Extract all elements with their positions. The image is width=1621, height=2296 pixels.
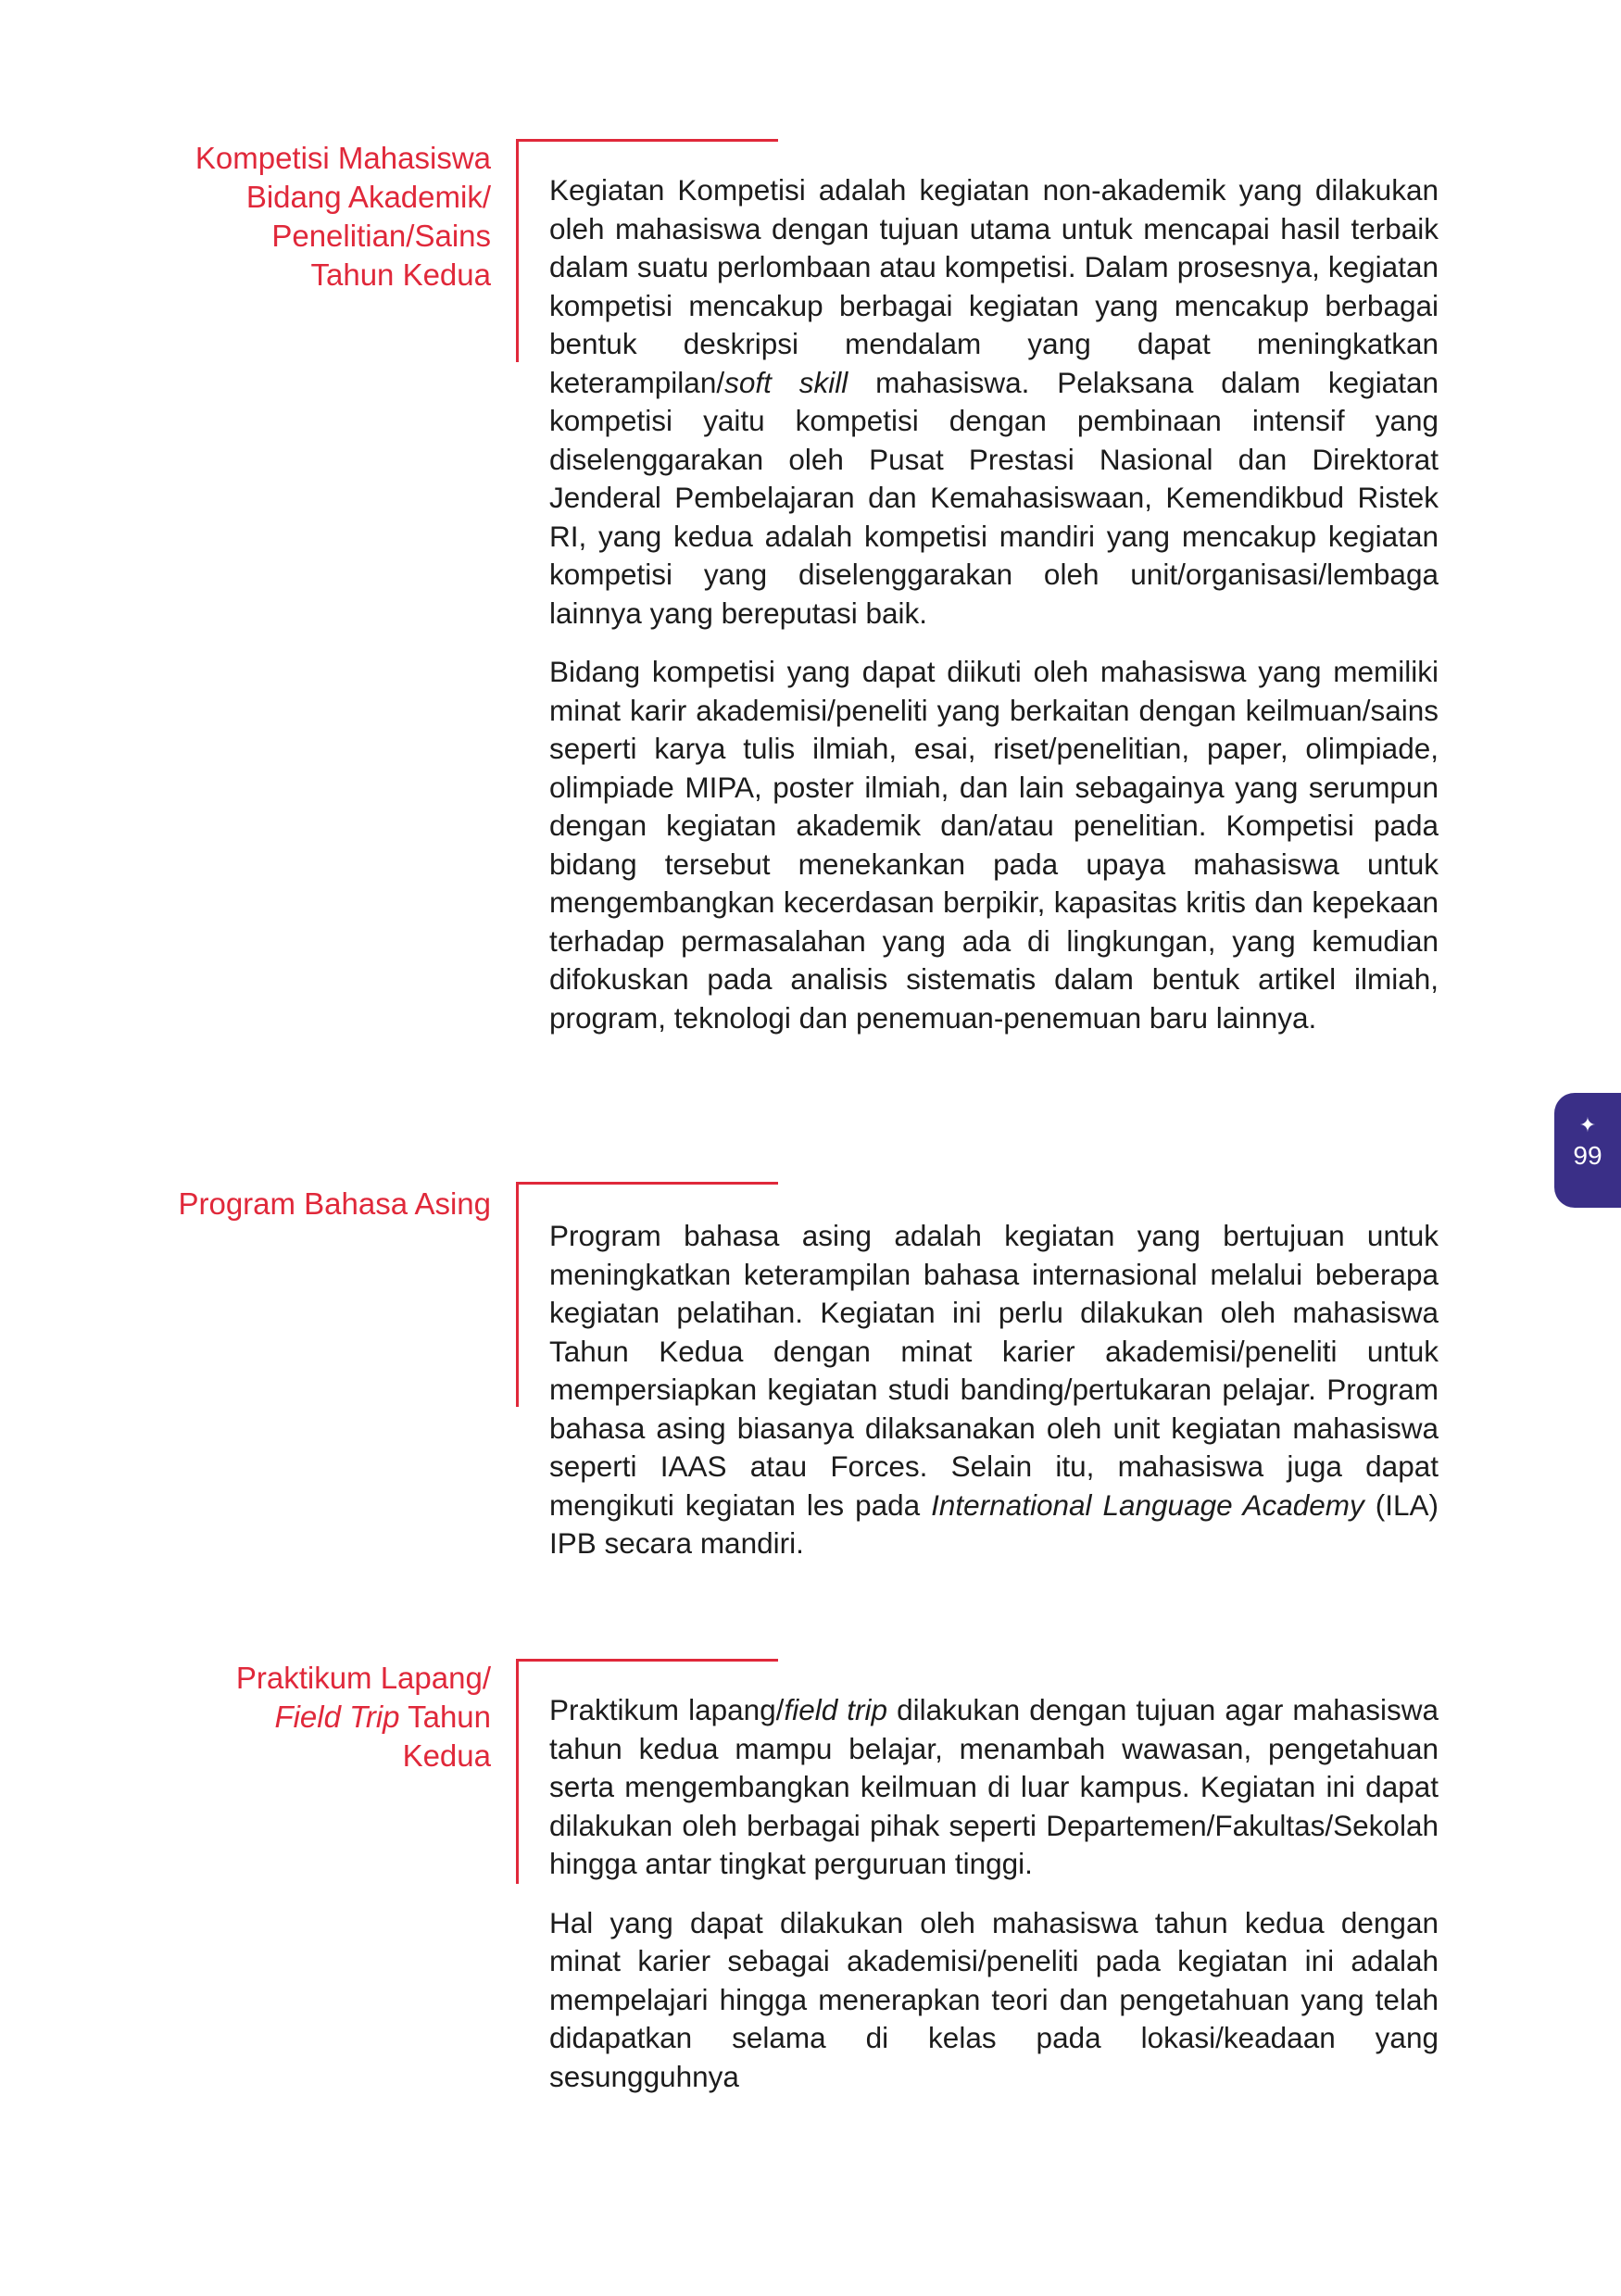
section-body	[549, 1217, 1439, 1584]
page-number: 99	[1573, 1141, 1602, 1170]
heading-line: Penelitian/Sains	[271, 219, 491, 253]
heading-line: Bidang Akademik/	[245, 180, 491, 214]
sparkle-icon: ✦	[1578, 1113, 1597, 1136]
heading-line: Kedua	[402, 1738, 491, 1773]
page-number-tab	[1554, 1093, 1621, 1208]
heading-line: Tahun Kedua	[310, 257, 491, 292]
paragraph: Bidang kompetisi yang dapat diikuti oleh mahasiswa yang memiliki minat karir akademisi/peneliti yang berkaitan dengan keilmuan/sains seperti karya tulis ilmiah, esai, riset/penelitian, paper, olimpiade, olimpiade MIPA, poster ilmiah, dan lain sebagainya yang serumpun dengan kegiatan akademik dan/atau penelitian. Kompetisi pada bidang tersebut menekankan pada upaya mahasiswa untuk mengembangkan kecerdasan berpikir, kapasitas kritis dan kepekaan terhadap permasalahan yang ada di lingkungan, yang kemudian difokuskan pada analisis sistematis dalam bentuk artikel ilmiah, program, teknologi dan penemuan-penemuan baru lainnya.	[549, 655, 1439, 1035]
section-body	[549, 1691, 1439, 2116]
section-body	[549, 171, 1439, 1058]
heading-line: Field Trip Tahun	[274, 1700, 491, 1734]
heading-line: Program Bahasa Asing	[178, 1186, 491, 1221]
paragraph: Hal yang dapat dilakukan oleh mahasiswa tahun kedua dengan minat karier sebagai akademisi/peneliti pada kegiatan ini adalah mempelajari hingga menerapkan teori dan pengetahuan yang telah didapatkan selama di kelas pada lokasi/keadaan yang sesungguhnya	[549, 1905, 1439, 2093]
section-heading	[139, 139, 491, 295]
section-heading	[139, 1659, 491, 1775]
heading-line: Praktikum Lapang/	[235, 1661, 491, 1695]
paragraph: Praktikum lapang/field trip dilakukan dengan tujuan agar mahasiswa tahun kedua mampu belajar, menambah wawasan, pengetahuan serta mengembangkan keilmuan di luar kampus. Kegiatan ini dapat dilakukan oleh berbagai pihak seperti Departemen/Fakultas/Sekolah hingga antar tingkat perguruan tinggi.	[549, 1693, 1439, 1880]
paragraph: Program bahasa asing adalah kegiatan yang bertujuan untuk meningkatkan keterampilan bahasa internasional melalui beberapa kegiatan pelatihan. Kegiatan ini perlu dilakukan oleh mahasiswa Tahun Kedua dengan minat karier akademisi/peneliti untuk mempersiapkan kegiatan studi banding/pertukaran pelajar. Program bahasa asing biasanya dilaksanakan oleh unit kegiatan mahasiswa seperti IAAS atau Forces. Selain itu, mahasiswa juga dapat mengikuti kegiatan les pada International Language Academy (ILA) IPB secara mandiri.	[549, 1219, 1439, 1560]
section-heading	[139, 1185, 491, 1223]
paragraph: Kegiatan Kompetisi adalah kegiatan non-akademik yang dilakukan oleh mahasiswa dengan tujuan utama untuk mencapai hasil terbaik dalam suatu perlombaan atau kompetisi. Dalam prosesnya, kegiatan kompetisi mencakup berbagai kegiatan yang mencakup berbagai bentuk deskripsi mendalam yang dapat meningkatkan keterampilan/soft skill mahasiswa. Pelaksana dalam kegiatan kompetisi yaitu kompetisi dengan pembinaan intensif yang diselenggarakan oleh Pusat Prestasi Nasional dan Direktorat Jenderal Pembelajaran dan Kemahasiswaan, Kemendikbud Ristek RI, yang kedua adalah kompetisi mandiri yang mencakup kegiatan kompetisi yang diselenggarakan oleh unit/organisasi/lembaga lainnya yang bereputasi baik.	[549, 173, 1439, 630]
heading-line: Kompetisi Mahasiswa	[195, 141, 491, 175]
